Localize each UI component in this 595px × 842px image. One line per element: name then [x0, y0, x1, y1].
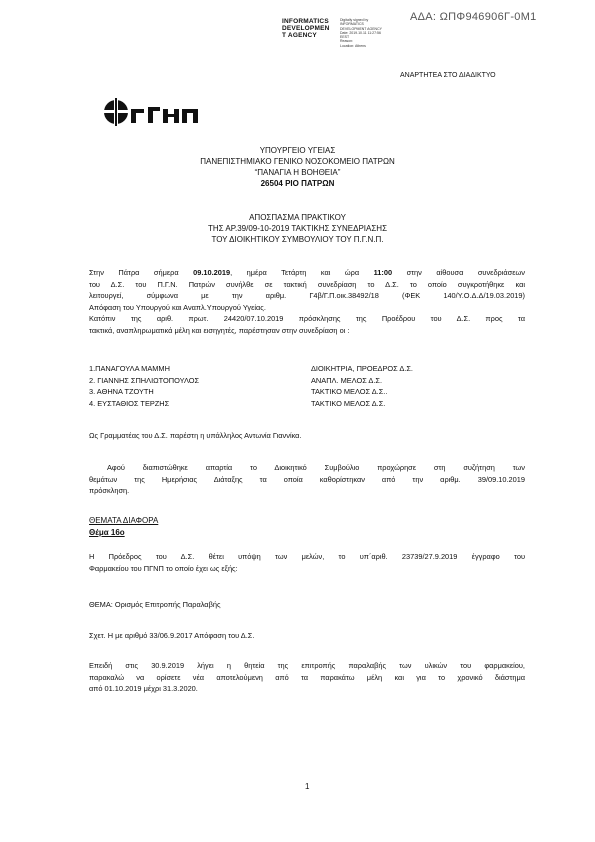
member-row — [89, 398, 525, 410]
secretary-line: Ως Γραμματέας του Δ.Σ. παρέστη η υπάλληλος Αντωνία Γιαννίκα. — [89, 431, 302, 440]
header-line: ΥΠΟΥΡΓΕΙΟ ΥΓΕΙΑΣ — [259, 146, 336, 155]
stamp-small-line: Reason: — [340, 39, 354, 44]
stamp-small-line: Date: 2019.10.11 11:27:56 — [340, 30, 381, 35]
quorum-paragraph — [89, 462, 525, 497]
stamp-line: INFORMATICS — [282, 18, 329, 25]
paragraph-line — [89, 267, 525, 279]
paragraph-line: Κατόπιν της αριθ. πρωτ. 24420/07.10.2019 πρόσκλησης της Προέδρου του Δ.Σ. προς τα — [89, 314, 525, 323]
paragraph-line: Επειδή στις 30.9.2019 λήγει η θητεία της επιτροπής παραλαβής των υλικών του φαρμακείου, — [89, 661, 525, 670]
text-span: στην αίθουσα συνεδριάσεων — [392, 268, 525, 277]
paragraph-line: παρακαλώ να ορίσετε νέα αποτελούμενη από τα παρακάτω μέλη και για το χρονικό διάστημα — [89, 672, 525, 682]
header-line: ΠΑΝΕΠΙΣΤΗΜΙΑΚΟ ΓΕΝΙΚΟ ΝΟΣΟΚΟΜΕΙΟ ΠΑΤΡΩΝ — [200, 157, 395, 166]
session-paragraph — [89, 267, 525, 336]
stamp-small-line: INFORMATICS — [340, 22, 364, 27]
paragraph-line: τακτικά, αναπληρωματικά μέλη και εισηγητές, παρέστησαν στην συνεδρίαση οι : — [89, 325, 350, 335]
member-name: 2. ΓΙΑΝΝΗΣ ΣΠΗΛΙΩΤΟΠΟΥΛΟΣ — [89, 375, 200, 385]
stamp-small-line: DEVELOPMENT AGENCY — [340, 26, 382, 31]
paragraph-line: θεμάτων της Ημερήσιας Διάταξης τα οποία καθορίστηκαν από την αριθμ. 39/09.10.2019 — [89, 474, 525, 484]
publish-online-note: ΑΝΑΡΤΗΤΕΑ ΣΤΟ ΔΙΑΔΙΚΤΥΟ — [400, 72, 496, 79]
logo-graphic — [103, 97, 199, 129]
paragraph-line: πρόσκληση. — [89, 486, 130, 495]
president-paragraph — [89, 551, 525, 574]
section-title: ΘΕΜΑΤΑ ΔΙΑΦΟΡΑ — [89, 516, 159, 525]
title-line: ΤΟΥ ΔΙΟΙΚΗΤΙΚΟΥ ΣΥΜΒΟΥΛΙΟΥ ΤΟΥ Π.Γ.Ν.Π. — [211, 235, 384, 244]
header-line: “ΠΑΝΑΓΙΑ Η ΒΟΗΘΕΙΑ” — [254, 168, 341, 177]
text-span: Στην Πάτρα σήμερα — [89, 268, 194, 277]
ada-code: ΑΔΑ: ΩΠΦ946906Γ-0Μ1 — [410, 11, 537, 23]
member-role: ΤΑΚΤΙΚΟ ΜΕΛΟΣ Δ.Σ. — [311, 398, 386, 408]
member-name: 1.ΠΑΝΑΓΟΥΛΑ ΜΑΜΜΗ — [89, 364, 170, 373]
member-role: ΤΑΚΤΙΚΟ ΜΕΛΟΣ Δ.Σ.. — [311, 387, 388, 396]
page-number: 1 — [305, 782, 310, 791]
stamp-small-line: Digitally signed by — [340, 18, 369, 22]
stamp-small-line: EEST — [340, 35, 350, 40]
paragraph-line: Η Πρόεδρος του Δ.Σ. θέτει υπόψη των μελών, το υπ΄αριθ. 23739/27.9.2019 έγγραφο του — [89, 552, 525, 561]
section-heading — [89, 515, 525, 538]
member-name: 4. ΕΥΣΤΑΘΙΟΣ ΤΕΡΖΗΣ — [89, 398, 170, 408]
title-line: ΑΠΟΣΠΑΣΜΑ ΠΡΑΚΤΙΚΟΥ — [249, 213, 346, 222]
member-row — [89, 386, 525, 398]
request-paragraph — [89, 660, 525, 695]
subject-line: ΘΕΜΑ: Ορισμός Επιτροπής Παραλαβής — [89, 600, 221, 609]
members-list — [89, 363, 525, 409]
paragraph-line: του Δ.Σ. του Π.Γ.Ν. Πατρών συνήλθε σε τακτική συνεδρίαση το Δ.Σ. το οποίο συγκροτήθηκε και — [89, 279, 525, 289]
header-address: 26504 ΡΙΟ ΠΑΤΡΩΝ — [260, 179, 335, 188]
stamp-line: T AGENCY — [282, 32, 317, 39]
member-role: ΑΝΑΠΛ. ΜΕΛΟΣ Δ.Σ. — [311, 375, 383, 385]
stamp-small-line: Location: Athens — [340, 43, 366, 48]
paragraph-line: Φαρμακείου του ΠΓΝΠ το οποίο έχει ως εξής: — [89, 563, 238, 573]
hospital-logo — [103, 97, 199, 134]
title-line: ΤΗΣ ΑΡ.39/09-10-2019 ΤΑΚΤΙΚΗΣ ΣΥΝΕΔΡΙΑΣΗΣ — [207, 224, 388, 233]
member-row — [89, 363, 525, 375]
session-time: 11:00 — [373, 268, 393, 277]
member-role: ΔΙΟΙΚΗΤΡΙΑ, ΠΡΟΕΔΡΟΣ Δ.Σ. — [311, 364, 413, 373]
document-title — [0, 212, 595, 245]
digital-signature-stamp — [282, 18, 392, 48]
member-name: 3. ΑΘΗΝΑ ΤΖΟΥΤΗ — [89, 387, 154, 396]
member-row — [89, 375, 525, 387]
reference-line: Σχετ. Η με αριθμό 33/06.9.2017 Απόφαση του Δ.Σ. — [89, 631, 255, 640]
paragraph-line: Αφού διαπιστώθηκε απαρτία το Διοικητικό Συμβούλιο προχώρησε στη συζήτηση των — [107, 463, 525, 472]
text-span: , ημέρα Τετάρτη και ώρα — [230, 268, 374, 277]
stamp-line: DEVELOPMEN — [282, 25, 330, 32]
agenda-item: Θέμα 16ο — [89, 527, 125, 537]
paragraph-line: από 01.10.2019 μέχρι 31.3.2020. — [89, 684, 198, 693]
session-date: 09.10.2019 — [193, 268, 231, 277]
paragraph-line: λειτουργεί, σύμφωνα με την αριθμ. Γ4β/Γ.Π.οικ.38492/18 (ΦΕΚ 140/Υ.Ο.Δ.Δ/19.03.2019) — [89, 291, 525, 300]
ministry-header — [0, 145, 595, 189]
paragraph-line: Απόφαση του Υπουργού και Αναπλ.Υπουργού Υγείας. — [89, 302, 266, 312]
